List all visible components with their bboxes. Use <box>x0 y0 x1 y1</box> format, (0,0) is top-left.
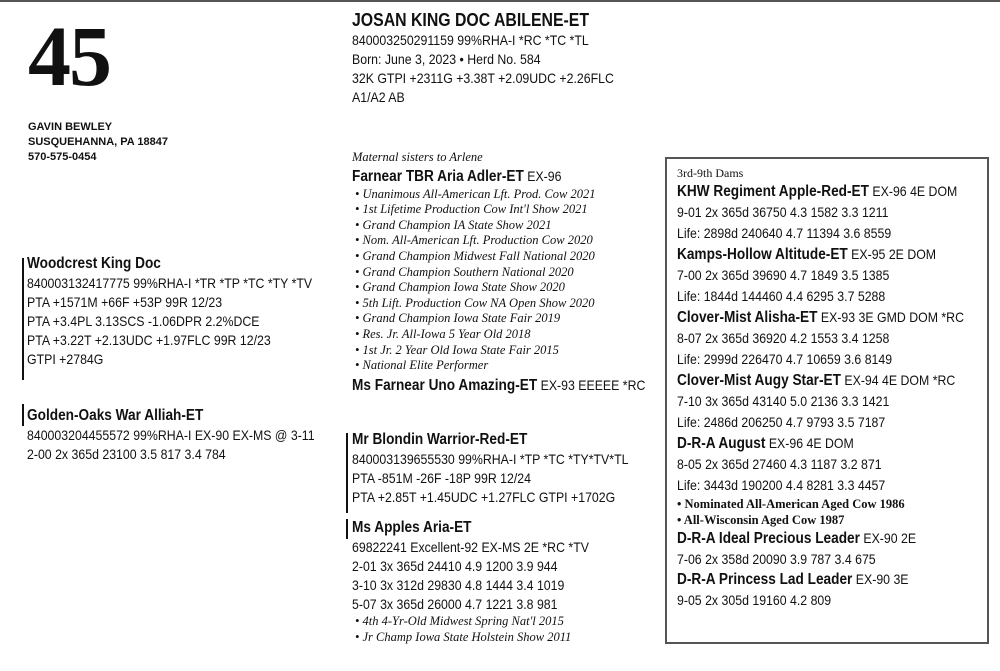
dam5-record: 8-07 2x 365d 36920 4.2 1553 3.4 1258 <box>677 330 890 346</box>
maternal-heading: Maternal sisters to Arlene <box>352 150 483 164</box>
honor-item: • Jr Champ Iowa State Holstein Show 2011 <box>355 629 572 644</box>
mgs-block <box>352 429 666 507</box>
dam-bracket <box>22 404 24 426</box>
dam7-record: 8-05 2x 365d 27460 4.3 1187 3.2 871 <box>677 456 882 472</box>
dam3-lifetime: Life: 2898d 240640 4.7 11394 3.6 8559 <box>677 225 892 241</box>
sister-name-line <box>352 166 645 187</box>
sire-line: PTA +3.4PL 3.13SCS -1.06DPR 2.2%DCE <box>27 313 260 329</box>
animal-birth-herd: Born: June 3, 2023 • Herd No. 584 <box>352 51 541 67</box>
honor-item: • Unanimous All-American Lft. Prod. Cow 2021 <box>355 186 596 201</box>
dam3-record: 9-01 2x 365d 36750 4.3 1582 3.3 1211 <box>677 204 889 220</box>
dam9-name: D-R-A Princess Lad Leader <box>677 571 853 588</box>
sire-block <box>27 253 351 369</box>
dam6-name-line <box>677 370 964 391</box>
dam5-lifetime: Life: 2999d 226470 4.7 10659 3.6 8149 <box>677 351 893 367</box>
dam5-name-line <box>677 307 964 328</box>
animal-beta-casein: A1/A2 AB <box>352 89 405 105</box>
sister2-classification: EX-93 EEEEE *RC <box>537 376 646 393</box>
dams-box-content <box>677 165 1000 610</box>
granddam-line: 2-01 3x 365d 24410 4.9 1200 3.9 944 <box>352 558 558 574</box>
consignor-phone: 570-575-0454 <box>28 151 97 163</box>
mgs-line: PTA +2.85T +1.45UDC +1.27FLC GTPI +1702G <box>352 489 616 505</box>
honor-item: • 1st Lifetime Production Cow Int'l Show 2021 <box>355 202 588 217</box>
lot-number: 45 <box>28 8 110 104</box>
dam7-name-line <box>677 433 964 454</box>
dam9-record: 9-05 2x 305d 19160 4.2 809 <box>677 592 832 608</box>
mgs-line: 840003139655530 99%RHA-I *TP *TC *TY*TV*TL <box>352 451 629 467</box>
sister-name: Farnear TBR Aria Adler-ET <box>352 167 524 185</box>
dam5-name: Clover-Mist Alisha-ET <box>677 309 818 326</box>
maternal-sisters-block <box>352 150 685 396</box>
honor-item: • 4th 4-Yr-Old Midwest Spring Nat'l 2015 <box>355 614 564 628</box>
dam-block <box>27 405 354 464</box>
dam9-name-line <box>677 569 964 590</box>
granddam-name: Ms Apples Aria-ET <box>352 519 472 536</box>
granddam-line: 69822241 Excellent-92 EX-MS 2E *RC *TV <box>352 539 589 555</box>
sister-honors <box>352 187 685 374</box>
animal-header <box>352 9 650 107</box>
dam7-classification: EX-96 4E DOM <box>765 435 854 451</box>
honor-item: • Nom. All-American Lft. Production Cow 2020 <box>355 233 593 248</box>
honor-item: • 1st Jr. 2 Year Old Iowa State Fair 2015 <box>355 342 559 357</box>
dam7-name: D-R-A August <box>677 435 766 452</box>
dam8-name: D-R-A Ideal Precious Leader <box>677 530 860 547</box>
sire-name: Woodcrest King Doc <box>27 255 161 272</box>
sister-classification: EX-96 <box>523 167 562 184</box>
dam-name: Golden-Oaks War Alliah-ET <box>27 407 204 424</box>
honor-item: • Res. Jr. All-Iowa 5 Year Old 2018 <box>355 326 531 341</box>
honor-item: • 5th Lift. Production Cow NA Open Show 2020 <box>355 295 595 310</box>
sire-line: 840003132417775 99%RHA-I *TR *TP *TC *TY *TV <box>27 275 313 291</box>
dam7-lifetime: Life: 3443d 190200 4.4 8281 3.3 4457 <box>677 477 886 493</box>
dam4-name-line <box>677 244 964 265</box>
dam-line: 2-00 2x 365d 23100 3.5 817 3.4 784 <box>27 446 226 462</box>
mgs-bracket <box>346 433 348 513</box>
dam7-honor: • Nominated All-American Aged Cow 1986 <box>677 497 905 511</box>
dam3-name-line <box>677 181 964 202</box>
granddam-bracket <box>346 519 348 539</box>
dam8-record: 7-06 2x 358d 20090 3.9 787 3.4 675 <box>677 551 876 567</box>
dam-line: 840003204455572 99%RHA-I EX-90 EX-MS @ 3-11 <box>27 427 315 443</box>
animal-name: JOSAN KING DOC ABILENE-ET <box>352 10 590 30</box>
dam4-name: Kamps-Hollow Altitude-ET <box>677 246 848 263</box>
honor-item: • Grand Champion Southern National 2020 <box>355 264 574 279</box>
honor-item: • Grand Champion Iowa State Show 2020 <box>355 280 565 295</box>
dam3-classification: EX-96 4E DOM <box>868 183 958 199</box>
sire-line: PTA +1571M +66F +53P 99R 12/23 <box>27 294 223 310</box>
dam5-classification: EX-93 3E GMD DOM *RC <box>817 309 964 325</box>
mgs-name: Mr Blondin Warrior-Red-ET <box>352 431 528 448</box>
sire-line: PTA +3.22T +2.13UDC +1.97FLC 99R 12/23 <box>27 332 271 348</box>
granddam-line: 3-10 3x 312d 29830 4.8 1444 3.4 1019 <box>352 577 565 593</box>
sire-line: GTPI +2784G <box>27 351 104 367</box>
dam8-name-line <box>677 528 964 549</box>
granddam-honors <box>352 614 621 645</box>
dam9-classification: EX-90 3E <box>852 571 909 587</box>
consignor-block <box>28 120 168 165</box>
honor-item: • Grand Champion Iowa State Fair 2019 <box>355 311 561 326</box>
honor-item: • National Elite Performer <box>355 358 489 373</box>
dam6-record: 7-10 3x 365d 43140 5.0 2136 3.3 1421 <box>677 393 890 409</box>
sire-bracket <box>22 258 24 380</box>
granddam-line: 5-07 3x 365d 26000 4.7 1221 3.8 981 <box>352 596 558 612</box>
honor-item: • Grand Champion Midwest Fall National 2020 <box>355 248 595 263</box>
granddam-block <box>352 517 621 645</box>
top-rule <box>0 0 1000 2</box>
dams-heading: 3rd-9th Dams <box>677 166 744 180</box>
dam6-name: Clover-Mist Augy Star-ET <box>677 372 841 389</box>
dam6-lifetime: Life: 2486d 206250 4.7 9793 3.5 7187 <box>677 414 886 430</box>
sister2-name: Ms Farnear Uno Amazing-ET <box>352 376 538 394</box>
honor-item: • Grand Champion IA State Show 2021 <box>355 217 552 232</box>
sister2-name-line <box>352 375 645 396</box>
mgs-line: PTA -851M -26F -18P 99R 12/24 <box>352 470 531 486</box>
animal-genomics: 32K GTPI +2311G +3.38T +2.09UDC +2.26FLC <box>352 70 614 86</box>
dam4-record: 7-00 2x 365d 39690 4.7 1849 3.5 1385 <box>677 267 890 283</box>
consignor-address: SUSQUEHANNA, PA 18847 <box>28 136 168 148</box>
consignor-name: GAVIN BEWLEY <box>28 121 113 133</box>
animal-registration: 840003250291159 99%RHA-I *RC *TC *TL <box>352 32 589 48</box>
dam4-lifetime: Life: 1844d 144460 4.4 6295 3.7 5288 <box>677 288 886 304</box>
dam6-classification: EX-94 4E DOM *RC <box>840 372 956 388</box>
dam4-classification: EX-95 2E DOM <box>847 246 937 262</box>
dam7-honor: • All-Wisconsin Aged Cow 1987 <box>677 513 845 527</box>
dam8-classification: EX-90 2E <box>859 530 917 546</box>
dam3-name: KHW Regiment Apple-Red-ET <box>677 183 869 200</box>
